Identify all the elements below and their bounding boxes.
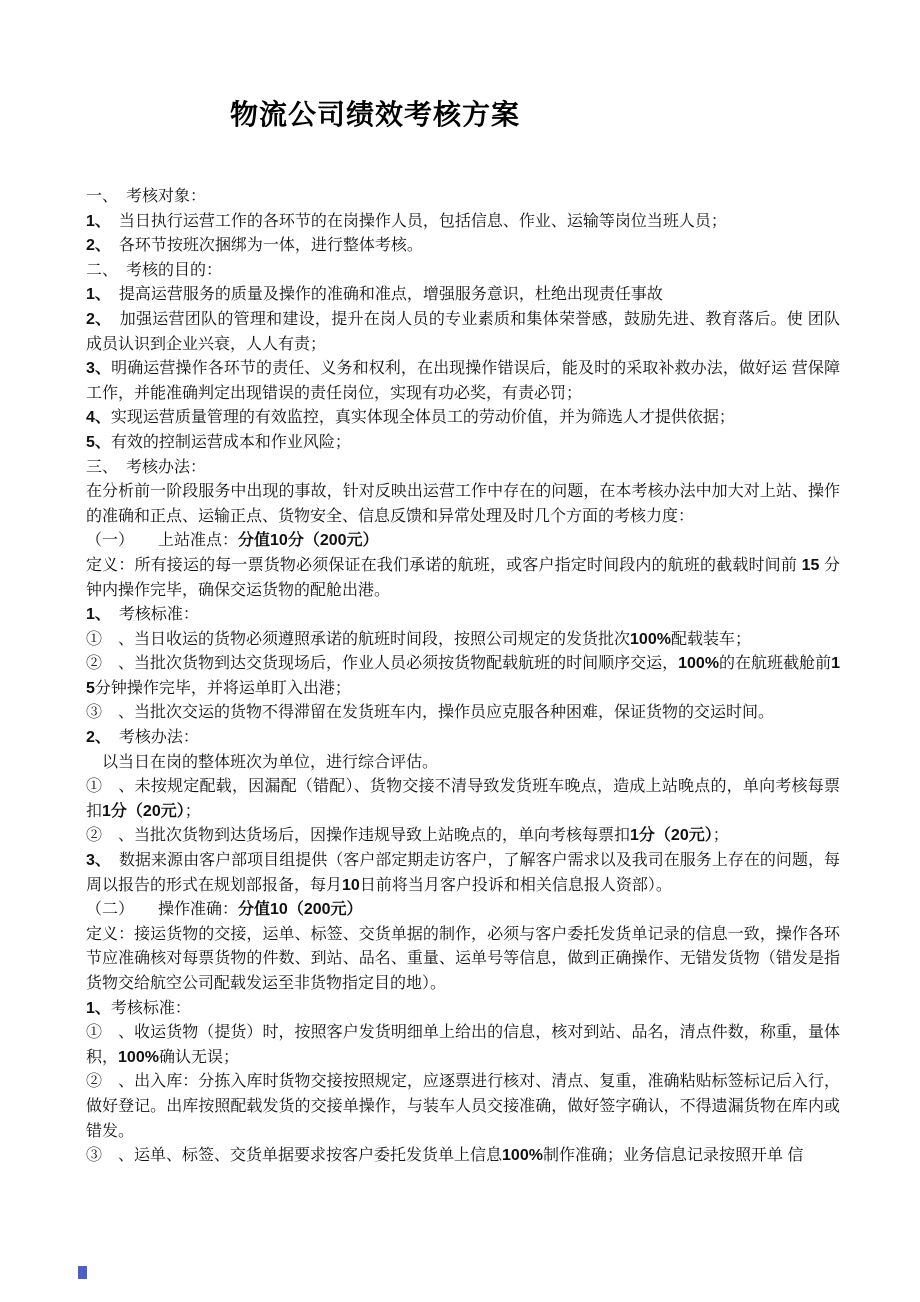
text-run: ； bbox=[712, 827, 729, 845]
text-run: 1、 bbox=[86, 999, 111, 1017]
text-run: 上站准点： bbox=[126, 532, 239, 550]
text-run: ② 、当批次货物到达货场后，因操作违规导致上站晚点的，单向考核每票扣 bbox=[86, 827, 631, 845]
text-run: 配载装车； bbox=[670, 630, 751, 648]
paragraph bbox=[86, 259, 840, 284]
paragraph bbox=[86, 849, 840, 898]
text-run: 定义：所有接运的每一票货物必须保证在我们承诺的航班，或客户指定时间段内的航班的截载时间前 bbox=[86, 556, 802, 574]
text-run: 有效的控制运营成本和作业风险； bbox=[110, 433, 351, 451]
text-run: 数据来源由客户部项目组提供（客户部定期走访客户，了解客户需求以及我司在服务上存在的问题，每周以报告的形式在规划部报备，每月 bbox=[86, 852, 840, 894]
paragraph bbox=[86, 628, 840, 653]
paragraph bbox=[86, 1021, 840, 1070]
text-run: 二、 考核的目的： bbox=[86, 261, 223, 279]
paragraph bbox=[86, 554, 840, 603]
text-run: 10 bbox=[342, 876, 360, 894]
text-run: 实现运营质量管理的有效监控，真实体现全体员工的劳动价值，并为筛选人才提供依据； bbox=[110, 409, 735, 427]
paragraph bbox=[86, 456, 840, 481]
paragraph bbox=[86, 210, 840, 235]
paragraph bbox=[86, 824, 840, 849]
document-title: 物流公司绩效考核方案 bbox=[230, 99, 521, 130]
text-run: 考核标准： bbox=[110, 999, 191, 1017]
text-run: ； bbox=[184, 802, 201, 820]
text-run: 1、 bbox=[86, 606, 103, 624]
text-run: 分值10分（200元） bbox=[238, 532, 379, 550]
text-run: ① 、收运货物（提货）时，按照客户发货明细单上给出的信息，核对到站、品名，清点件数，称重，量体积， bbox=[86, 1024, 840, 1066]
text-run: ② 、出入库：分拣入库时货物交接按照规定，应逐票进行核对、清点、复重，准确粘贴标签标记后入行，做好登记。出库按照配载发货的交接单操作，与装车人员交接准确，做好签字确认，不得遗漏货物在库内或错发。 bbox=[86, 1073, 840, 1140]
text-run: 100% bbox=[678, 655, 720, 673]
paragraph bbox=[86, 308, 840, 357]
paragraph bbox=[86, 898, 840, 923]
paragraph bbox=[86, 1144, 840, 1169]
text-run: 考核标准： bbox=[102, 606, 199, 624]
paragraph bbox=[86, 406, 840, 431]
text-run: 日前将当月客户投诉和相关信息报人资部）。 bbox=[359, 876, 672, 894]
paragraph bbox=[86, 357, 840, 406]
footer-marker bbox=[78, 1266, 87, 1279]
text-run: 以当日在岗的整体班次为单位，进行综合评估。 bbox=[86, 753, 439, 771]
text-run: 的在航班截舱前 bbox=[719, 655, 832, 673]
text-run: 2、 bbox=[86, 310, 104, 328]
text-run: （一） bbox=[86, 532, 127, 550]
paragraph bbox=[86, 1070, 840, 1144]
text-run: 100% bbox=[502, 1147, 543, 1165]
document-body bbox=[86, 185, 840, 1169]
text-run: ③ 、运单、标签、交货单据要求按客户委托发货单上信息 bbox=[86, 1147, 503, 1165]
paragraph bbox=[86, 234, 840, 259]
paragraph bbox=[86, 726, 840, 751]
text-run: 100% bbox=[118, 1048, 159, 1066]
text-run: 3、 bbox=[86, 360, 112, 378]
text-run: 定义：接运货物的交接，运单、标签、交货单据的制作，必须与客户委托发货单记录的信息一致，操作各环节应准确核对每票货物的件数、到站、品名、重量、运单号等信息，做到正确操作、无错发货物（错发是指货物交给航空公司配载发运至非货物指定目的地）。 bbox=[86, 925, 840, 992]
text-run: 15 bbox=[801, 556, 820, 574]
paragraph bbox=[86, 923, 840, 997]
text-run: 1分（20元） bbox=[630, 827, 713, 845]
paragraph bbox=[86, 775, 840, 824]
text-run: ① 、当日收运的货物必须遵照承诺的航班时间段，按照公司规定的发货批次 bbox=[86, 630, 631, 648]
paragraph bbox=[86, 283, 840, 308]
paragraph bbox=[86, 603, 840, 628]
text-run: 分钟内操作完毕，确保交运货物的配舱出港。 bbox=[86, 556, 840, 599]
text-run: 1分（20元） bbox=[102, 802, 185, 820]
text-run: 1、 bbox=[86, 212, 103, 230]
text-run: 一、 考核对象： bbox=[86, 188, 207, 205]
text-run: 考核办法： bbox=[102, 729, 199, 747]
paragraph bbox=[86, 997, 840, 1022]
text-run: 当日执行运营工作的各环节的在岗操作人员，包括信息、作业、运输等岗位当班人员； bbox=[102, 212, 727, 230]
text-run: ① 、未按规定配载，因漏配（错配）、货物交接不清导致发货班车晚点，造成上站晚点的，单向考核每票扣 bbox=[86, 778, 840, 820]
text-run: 4、 bbox=[86, 409, 111, 427]
text-run: 提高运营服务的质量及操作的准确和准点，增强服务意识，杜绝出现责任事故 bbox=[102, 286, 663, 304]
paragraph bbox=[86, 529, 840, 554]
text-run: 操作准确： bbox=[126, 901, 239, 919]
text-run: ② 、当批次货物到达交货现场后，作业人员必须按货物配载航班的时间顺序交运， bbox=[86, 655, 679, 673]
text-run: 2、 bbox=[86, 237, 103, 255]
text-run: ③ 、当批次交运的货物不得滞留在发货班车内，操作员应克服各种困难，保证货物的交运时间。 bbox=[86, 704, 775, 722]
text-run: 15 bbox=[86, 655, 840, 697]
text-run: 各环节按班次捆绑为一体，进行整体考核。 bbox=[102, 237, 423, 255]
text-run: 分值10（200元） bbox=[238, 901, 363, 919]
text-run: 5、 bbox=[86, 433, 111, 451]
paragraph bbox=[86, 480, 840, 529]
text-run: 在分析前一阶段服务中出现的事故，针对反映出运营工作中存在的问题，在本考核办法中加大对上站、操作的准确和正点、运输正点、货物安全、信息反馈和异常处理及时几个方面的考核力度： bbox=[86, 483, 840, 525]
paragraph bbox=[86, 701, 840, 726]
text-run: 确认无误； bbox=[158, 1048, 239, 1066]
text-run: 加强运营团队的管理和建设，提升在岗人员的专业素质和集体荣誉感，鼓励先进、教育落后。使 团队成员认识到企业兴衰，人人有责； bbox=[86, 310, 840, 353]
text-run: 2、 bbox=[86, 729, 103, 747]
text-run: 1、 bbox=[86, 286, 103, 304]
paragraph bbox=[86, 431, 840, 456]
text-run: 100% bbox=[630, 630, 671, 648]
text-run: 分钟操作完毕，并将运单盯入出港； bbox=[94, 679, 351, 697]
text-run: 三、 考核办法： bbox=[86, 458, 207, 476]
text-run: 3、 bbox=[86, 852, 103, 870]
paragraph bbox=[86, 751, 840, 776]
paragraph bbox=[86, 185, 840, 210]
text-run: 明确运营操作各环节的责任、义务和权利，在出现操作错误后，能及时的采取补救办法，做好运 营保障工作，并能准确判定出现错误的责任岗位，实现有功必奖，有责必罚； bbox=[86, 360, 840, 402]
text-run: （二） bbox=[86, 901, 127, 919]
paragraph bbox=[86, 652, 840, 701]
text-run: 制作准确；业务信息记录按照开单 信 bbox=[542, 1147, 804, 1165]
